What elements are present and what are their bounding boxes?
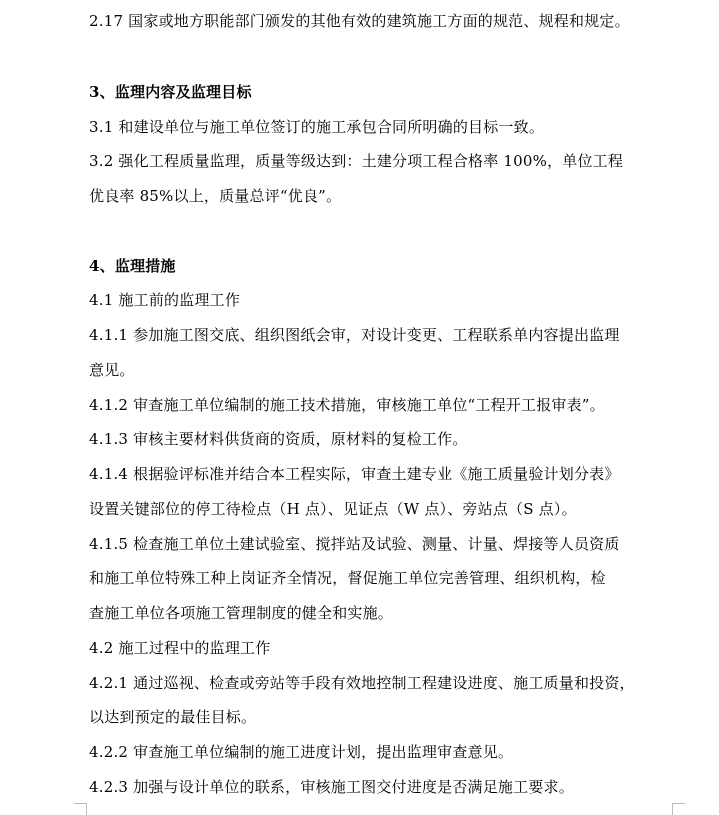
clause-4-1-4-line-2: 设置关键部位的停工待检点（H 点）、见证点（W 点）、旁站点（S 点）。 <box>89 500 577 518</box>
clause-3-2-line-2: 优良率 85%以上，质量总评“优良”。 <box>89 187 342 205</box>
page-margin-corner-left <box>74 803 87 815</box>
clause-4-2-2: 4.2.2 审查施工单位编制的施工进度计划，提出监理审查意见。 <box>89 743 514 761</box>
clause-4-1-4-line-1: 4.1.4 根据验评标准并结合本工程实际，审查土建专业《施工质量验计划分表》 <box>89 465 620 483</box>
heading-4-2: 4.2 施工过程中的监理工作 <box>89 639 271 657</box>
heading-section-3: 3、监理内容及监理目标 <box>89 83 252 101</box>
clause-4-1-1-line-1: 4.1.1 参加施工图交底、组织图纸会审，对设计变更、工程联系单内容提出监理 <box>89 326 620 344</box>
clause-4-1-5-line-2: 和施工单位特殊工种上岗证齐全情况，督促施工单位完善管理、组织机构，检 <box>89 569 606 587</box>
clause-2-17: 2.17 国家或地方职能部门颁发的其他有效的建筑施工方面的规范、规程和规定。 <box>89 12 630 30</box>
clause-4-2-3: 4.2.3 加强与设计单位的联系，审核施工图交付进度是否满足施工要求。 <box>89 778 574 796</box>
clause-3-2-line-1: 3.2 强化工程质量监理，质量等级达到：土建分项工程合格率 100%，单位工程 <box>89 152 624 170</box>
clause-4-1-1-line-2: 意见。 <box>89 361 135 379</box>
clause-4-1-3: 4.1.3 审核主要材料供货商的资质，原材料的复检工作。 <box>89 430 468 448</box>
clause-4-2-1-line-2: 以达到预定的最佳目标。 <box>89 708 257 726</box>
clause-4-1-5-line-1: 4.1.5 检查施工单位土建试验室、搅拌站及试验、测量、计量、焊接等人员资质 <box>89 535 620 553</box>
clause-3-1: 3.1 和建设单位与施工单位签订的施工承包合同所明确的目标一致。 <box>89 118 545 136</box>
clause-4-1-5-line-3: 查施工单位各项施工管理制度的健全和实施。 <box>89 604 394 622</box>
page-margin-corner-right <box>672 803 685 815</box>
heading-section-4: 4、监理措施 <box>89 257 176 275</box>
clause-4-2-1-line-1: 4.2.1 通过巡视、检查或旁站等手段有效地控制工程建设进度、施工质量和投资， <box>89 674 635 692</box>
clause-4-1-2: 4.1.2 审查施工单位编制的施工技术措施，审核施工单位“工程开工报审表”。 <box>89 396 605 414</box>
heading-4-1: 4.1 施工前的监理工作 <box>89 291 241 309</box>
